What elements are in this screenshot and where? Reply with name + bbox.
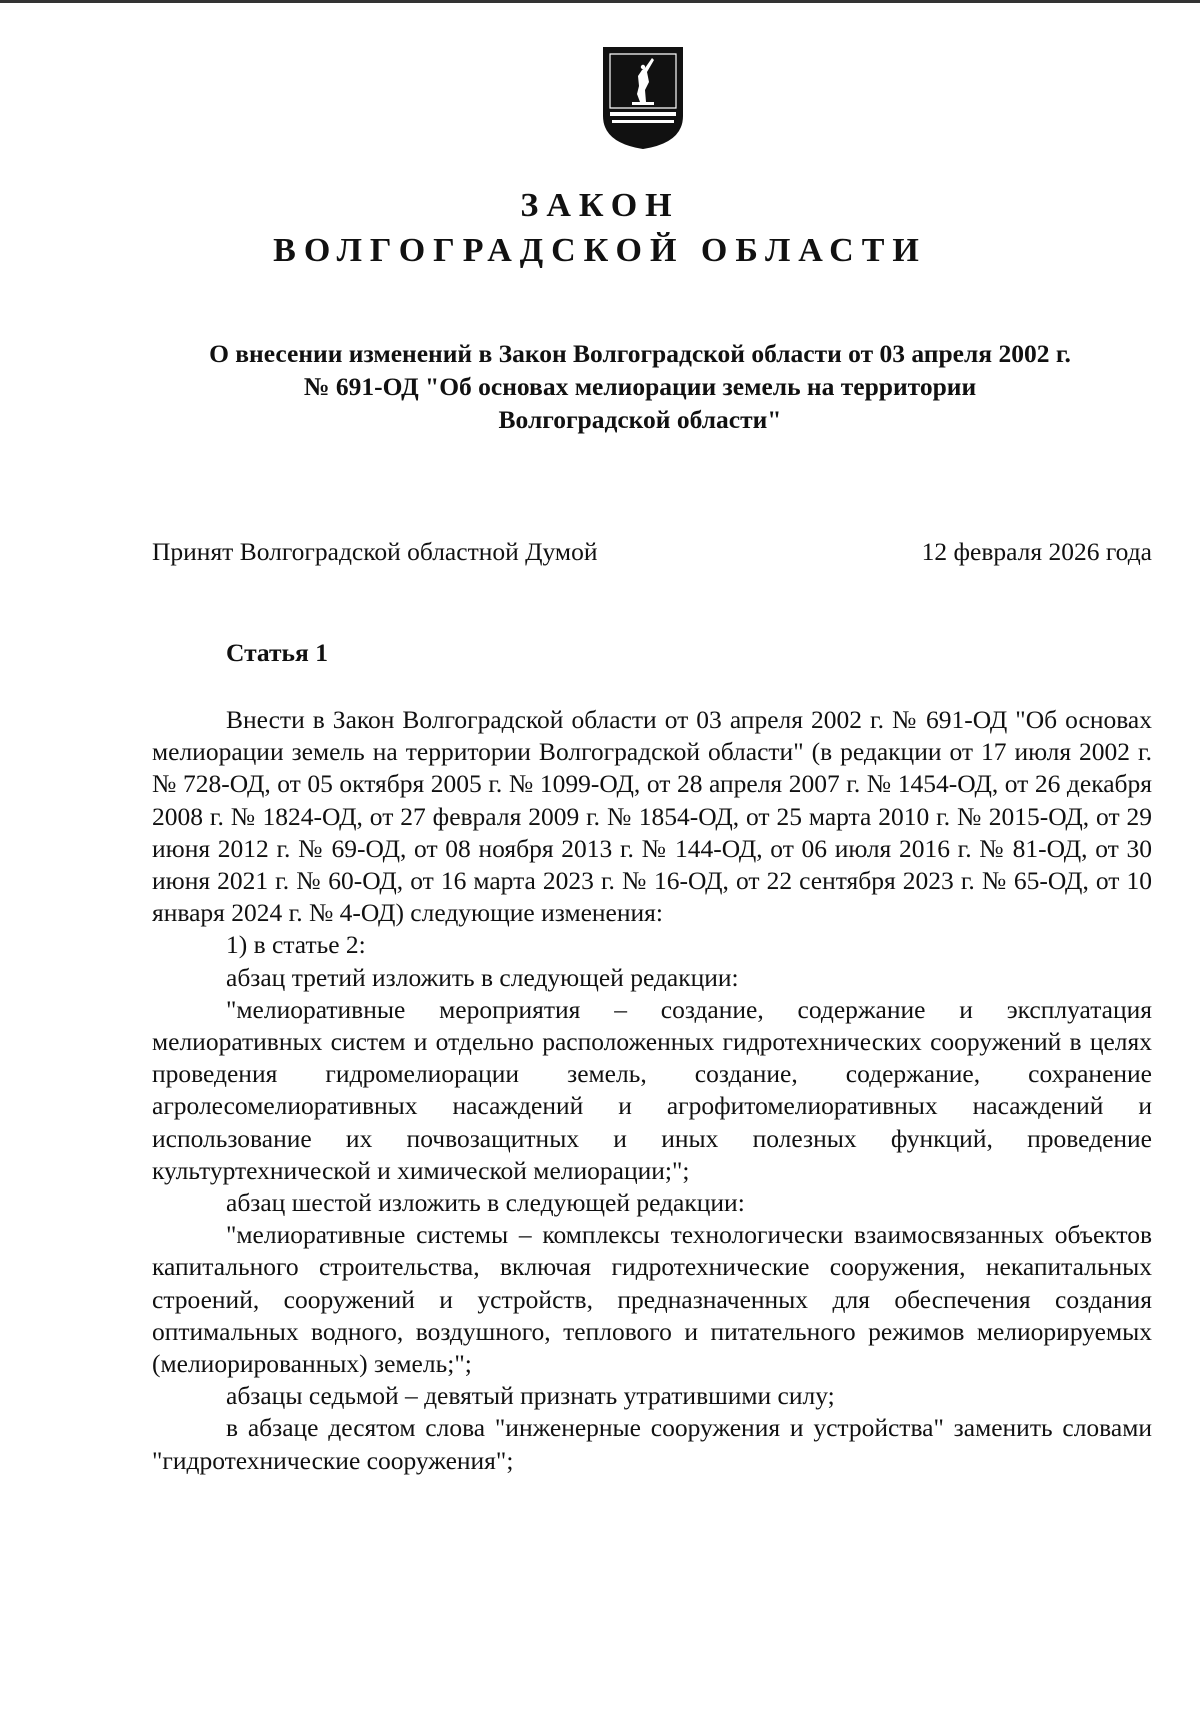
subject-line: Волгоградской области" <box>498 405 782 434</box>
paragraph: "мелиоративные мероприятия – создание, содержание и эксплуатация мелиоративных систем и отдельно расположенных гидротехнических сооружений в целях проведения гидромелиорации земель, создание, содержание, сохранение агролесомелиоративных насаждений и агрофитомелиоративных насаждений и использование их почвозащитных и иных полезных функций, проведение культуртехнической и химической мелиорации;"; <box>152 994 1152 1185</box>
paragraph: абзац шестой изложить в следующей редакции: <box>226 1188 745 1218</box>
page-edge <box>0 0 1200 3</box>
subject-line: О внесении изменений в Закон Волгоградской области от 03 апреля 2002 г. <box>209 339 1071 368</box>
law-title: ЗАКОН <box>520 187 680 224</box>
paragraph: Внести в Закон Волгоградской области от 03 апреля 2002 г. № 691-ОД "Об основах мелиорации земель на территории Волгоградской области" (в редакции от 17 июля 2002 г. № 728-ОД, от 05 октября 2005 г. № 1099-ОД, от 28 апреля 2007 г. № 1454-ОД, от 26 декабря 2008 г. № 1824-ОД, от 27 февраля 2009 г. № 1854-ОД, от 25 марта 2010 г. № 2015-ОД, от 29 июня 2012 г. № 69-ОД, от 08 ноября 2013 г. № 144-ОД, от 06 июля 2016 г. № 81-ОД, от 30 июня 2021 г. № 60-ОД, от 16 марта 2023 г. № 16-ОД, от 22 сентября 2023 г. № 65-ОД, от 10 января 2024 г. № 4-ОД) следующие изменения: <box>152 705 1152 928</box>
region-title: ВОЛГОГРАДСКОЙ ОБЛАСТИ <box>273 232 927 269</box>
article-heading: Статья 1 <box>226 638 328 667</box>
adoption-date: 12 февраля 2026 года <box>921 537 1152 566</box>
paragraph: "мелиоративные системы – комплексы технологически взаимосвязанных объектов капитального строительства, включая гидротехнические сооружения, некапитальных строений, сооружений и устройств, предназначенных для обеспечения создания оптимальных водного, воздушного, теплового и питательного режимов мелиорируемых (мелиорированных) земель;"; <box>152 1220 1152 1379</box>
volgograd-coat-of-arms-icon <box>602 46 684 150</box>
adopted-by: Принят Волгоградской областной Думой <box>152 537 598 566</box>
paragraph: 1) в статье 2: <box>226 930 366 960</box>
paragraph: абзацы седьмой – девятый признать утратившими силу; <box>226 1381 835 1411</box>
article-body <box>152 704 1152 1477</box>
law-subject <box>140 337 1140 436</box>
paragraph: в абзаце десятом слова "инженерные сооружения и устройства" заменить словами "гидротехнические сооружения"; <box>152 1413 1152 1475</box>
adoption-line <box>152 537 1152 567</box>
paragraph: абзац третий изложить в следующей редакции: <box>226 962 739 992</box>
subject-line: № 691-ОД "Об основах мелиорации земель на территории <box>303 372 977 401</box>
